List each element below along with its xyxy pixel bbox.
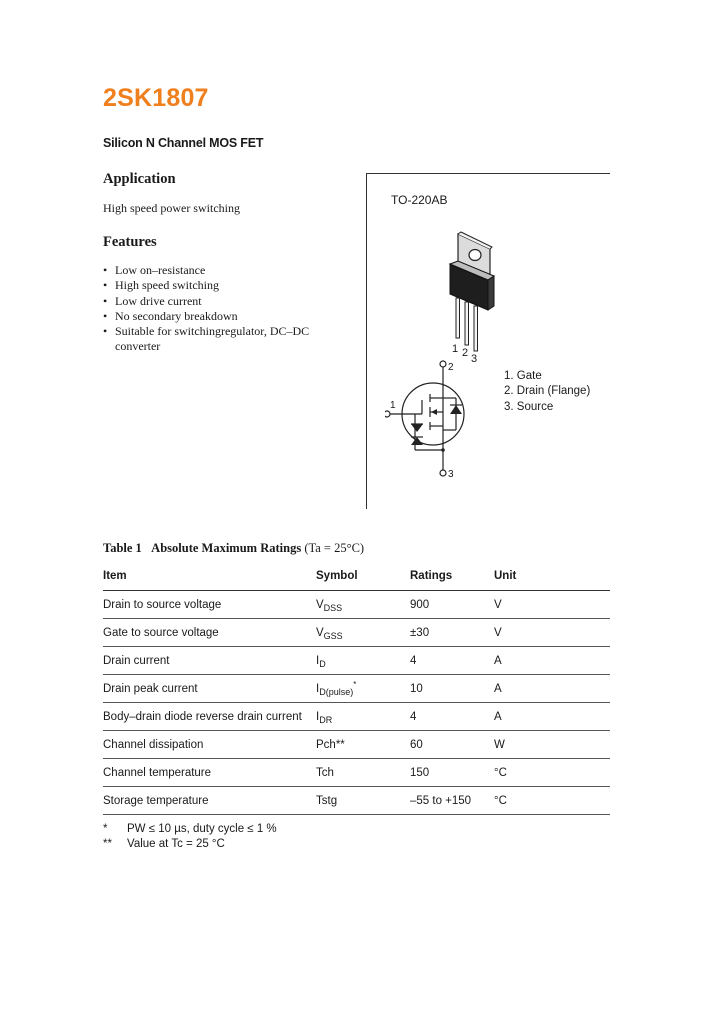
rating-cell: 4 (410, 647, 494, 675)
column-header-unit: Unit (494, 562, 610, 591)
unit-cell: °C (494, 759, 610, 787)
pin-legend-item: 1. Gate (504, 370, 542, 382)
lead-number: 1 (452, 343, 459, 355)
source-terminal-number: 3 (448, 469, 454, 480)
footnote: * PW ≤ 10 µs, duty cycle ≤ 1 % (103, 823, 277, 835)
item-cell: Channel dissipation (103, 731, 316, 759)
rating-cell: 10 (410, 675, 494, 703)
part-number-title: 2SK1807 (103, 84, 209, 112)
unit-cell: W (494, 731, 610, 759)
item-cell: Gate to source voltage (103, 619, 316, 647)
feature-item: • Low drive current (103, 294, 333, 309)
unit-cell: V (494, 591, 610, 619)
symbol-cell: Tstg (316, 787, 410, 815)
feature-item: • Suitable for switchingregulator, DC–DC converter (103, 324, 333, 355)
features-heading: Features (103, 234, 157, 250)
feature-item: • No secondary breakdown (103, 309, 333, 324)
rating-cell: 150 (410, 759, 494, 787)
symbol-cell: $V_{GSS}$ (316, 619, 410, 647)
mosfet-symbol-drawing (385, 358, 495, 483)
to220-package-drawing (440, 230, 500, 364)
column-header-symbol: Symbol (316, 562, 410, 591)
table-row (103, 591, 610, 619)
column-header-item: Item (103, 562, 316, 591)
features-list (103, 263, 333, 355)
unit-cell: V (494, 619, 610, 647)
symbol-cell: $V_{DSS}$ (316, 591, 410, 619)
table-row (103, 647, 610, 675)
table-row (103, 675, 610, 703)
application-text: High speed power switching (103, 201, 240, 215)
symbol-cell: $I_{D(pulse)}^*$ (316, 675, 410, 703)
unit-cell: A (494, 647, 610, 675)
pin-legend-item: 3. Source (504, 400, 554, 413)
column-header-ratings: Ratings (410, 562, 494, 591)
feature-item: • Low on–resistance (103, 263, 333, 278)
application-heading: Application (103, 171, 176, 187)
rating-cell: 60 (410, 731, 494, 759)
footnote: ** Value at Tc = 25 °C (103, 838, 225, 850)
unit-cell: A (494, 703, 610, 731)
symbol-cell: $I_{DR}$ (316, 703, 410, 731)
symbol-cell: Tch (316, 759, 410, 787)
rating-cell: 900 (410, 591, 494, 619)
symbol-cell: $I_D$ (316, 647, 410, 675)
table-number: Table 1 (103, 541, 142, 555)
table-title (103, 541, 364, 556)
item-cell: Drain to source voltage (103, 591, 316, 619)
rating-cell: ±30 (410, 619, 494, 647)
lead-number: 3 (471, 353, 478, 364)
device-subtitle: Silicon N Channel MOS FET (103, 136, 264, 150)
item-cell: Drain peak current (103, 675, 316, 703)
table-row (103, 731, 610, 759)
pin-legend-item: 2. Drain (Flange) (504, 385, 591, 398)
symbol-cell: Pch** (316, 731, 410, 759)
lead-number: 2 (462, 347, 469, 359)
table-row (103, 759, 610, 787)
rating-cell: 4 (410, 703, 494, 731)
item-cell: Drain current (103, 647, 316, 675)
item-cell: Storage temperature (103, 787, 316, 815)
table-caption: Absolute Maximum Ratings (151, 541, 302, 555)
drain-terminal-number: 2 (448, 362, 454, 373)
package-name: TO-220AB (391, 193, 448, 207)
feature-item: • High speed switching (103, 278, 333, 293)
item-cell: Channel temperature (103, 759, 316, 787)
table-header-row (103, 562, 610, 591)
item-cell: Body–drain diode reverse drain current (103, 703, 316, 731)
table-condition: (Ta = 25°C) (304, 541, 365, 555)
absolute-maximum-ratings-table (103, 562, 610, 815)
rating-cell: –55 to +150 (410, 787, 494, 815)
gate-terminal-number: 1 (390, 400, 396, 411)
footnotes (103, 822, 277, 852)
table-row (103, 619, 610, 647)
package-leads (456, 298, 478, 351)
table-row (103, 703, 610, 731)
table-row (103, 787, 610, 815)
pin-legend (504, 369, 590, 415)
unit-cell: A (494, 675, 610, 703)
unit-cell: °C (494, 787, 610, 815)
